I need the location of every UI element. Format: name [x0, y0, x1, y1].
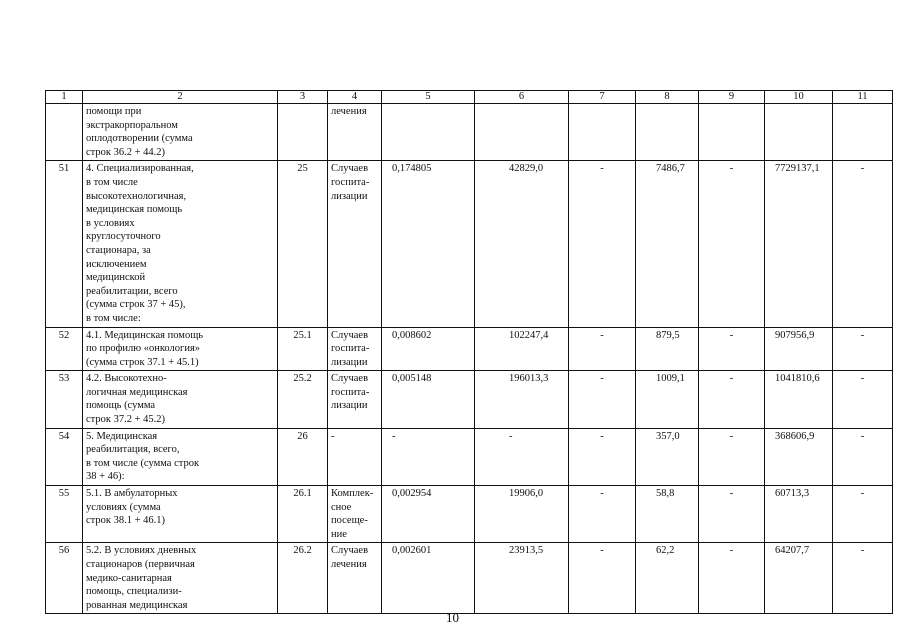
table-row [46, 486, 893, 543]
cell-text-line: - [860, 488, 865, 500]
line-code-cell [278, 486, 328, 543]
cell-text-line: - [509, 430, 513, 442]
unit-cell [328, 486, 382, 543]
page-number: 10 [446, 610, 459, 625]
cell-text-line: 53 [58, 373, 70, 385]
cell-text-line: - [860, 373, 865, 385]
cell-text-line: 62,2 [656, 545, 675, 557]
col7-value-cell [569, 486, 636, 543]
per-capita-norm-cell [636, 543, 699, 614]
cell-text-line: помощь, специализи- [86, 586, 182, 598]
row-number-cell [46, 543, 83, 614]
cell-text-line: 26 [297, 430, 308, 442]
per-capita-norm-cell [636, 161, 699, 327]
col11-value-cell [833, 161, 893, 327]
cell-text-line: - [600, 488, 604, 500]
cell-text-line: 42829,0 [509, 163, 544, 175]
column-number-7: 7 [569, 91, 636, 104]
cost-norm-cell [475, 428, 569, 485]
cell-text-line: 5. Медицинская [86, 430, 158, 442]
per-capita-norm-cell [636, 428, 699, 485]
volume-norm-cell [382, 371, 475, 428]
cell-text-line: 56 [58, 545, 70, 557]
cell-text-line: рованная медицинская [86, 599, 188, 611]
col9-value-cell [699, 428, 765, 485]
unit-cell [328, 371, 382, 428]
indicator-name-cell [83, 161, 278, 327]
cell-text-line: 0,002601 [392, 545, 432, 557]
volume-norm-cell [382, 327, 475, 371]
col11-value-cell [833, 428, 893, 485]
table-row [46, 104, 893, 161]
unit-cell [328, 161, 382, 327]
cell-text-line: строк 38.1 + 46.1) [86, 515, 166, 527]
table-row [46, 161, 893, 327]
column-number-11: 11 [833, 91, 893, 104]
total-cost-cell [765, 371, 833, 428]
cell-text-line: в условиях [86, 217, 135, 229]
row-number-cell [46, 371, 83, 428]
cell-text-line: - [600, 430, 604, 442]
cell-text-line: - [331, 430, 335, 442]
cell-text-line: 58,8 [656, 488, 675, 500]
per-capita-norm-cell [636, 371, 699, 428]
total-cost-cell [765, 428, 833, 485]
cell-text-line: сное [331, 501, 352, 513]
volume-norm-cell [382, 543, 475, 614]
total-cost-cell [765, 161, 833, 327]
cell-text-line: 7729137,1 [775, 163, 820, 175]
cell-text-line: Случаев [331, 329, 369, 341]
cell-text-line: - [600, 329, 604, 341]
cell-text-line: лизации [331, 190, 368, 202]
col9-value-cell [699, 486, 765, 543]
col9-value-cell [699, 104, 765, 161]
cell-text-line: - [600, 545, 604, 557]
cell-text-line: Случаев [331, 373, 369, 385]
cost-norm-cell [475, 104, 569, 161]
cell-text-line: (сумма строк 37.1 + 45.1) [86, 356, 199, 368]
cell-text-line: - [860, 545, 865, 557]
table-row [46, 428, 893, 485]
line-code-cell [278, 161, 328, 327]
cell-text-line: 54 [58, 430, 70, 442]
per-capita-norm-cell [636, 104, 699, 161]
cell-text-line: Случаев [331, 545, 369, 557]
cell-text-line: 64207,7 [775, 545, 810, 557]
cell-text-line: экстракорпоральном [86, 119, 178, 131]
column-number-8: 8 [636, 91, 699, 104]
cell-text-line: по профилю «онкология» [86, 343, 201, 355]
indicator-name-cell [83, 486, 278, 543]
cell-text-line: стационара, за [86, 244, 151, 256]
cell-text-line: - [729, 163, 734, 175]
col7-value-cell [569, 104, 636, 161]
col11-value-cell [833, 486, 893, 543]
cell-text-line: - [729, 545, 734, 557]
cell-text-line: лизации [331, 356, 368, 368]
cell-text-line: круглосуточного [86, 231, 161, 243]
cost-norm-cell [475, 371, 569, 428]
col7-value-cell [569, 327, 636, 371]
header-row [46, 91, 893, 104]
table-body [46, 91, 893, 614]
indicator-name-cell [83, 104, 278, 161]
cell-text-line: 7486,7 [656, 163, 685, 175]
per-capita-norm-cell [636, 486, 699, 543]
cell-text-line: 1009,1 [656, 373, 685, 385]
cell-text-line: стационаров (первичная [86, 559, 195, 570]
row-number-cell [46, 428, 83, 485]
column-number-3: 3 [278, 91, 328, 104]
cell-text-line: помощь (сумма [86, 400, 156, 412]
cell-text-line: высокотехнологичная, [86, 190, 187, 202]
data-table [45, 90, 893, 614]
cell-text-line: 52 [58, 329, 70, 341]
cell-text-line: строк 37.2 + 45.2) [86, 414, 166, 426]
cost-norm-cell [475, 327, 569, 371]
cell-text-line: Комплек- [331, 488, 374, 500]
indicator-name-cell [83, 327, 278, 371]
cost-norm-cell [475, 543, 569, 614]
unit-cell [328, 543, 382, 614]
cell-text-line: 1041810,6 [775, 373, 820, 385]
volume-norm-cell [382, 104, 475, 161]
cell-text-line: 907956,9 [775, 329, 815, 341]
total-cost-cell [765, 327, 833, 371]
column-number-9: 9 [699, 91, 765, 104]
col9-value-cell [699, 543, 765, 614]
cell-text-line: - [392, 430, 396, 442]
cell-text-line: медицинская помощь [86, 204, 183, 216]
col11-value-cell [833, 543, 893, 614]
col11-value-cell [833, 327, 893, 371]
cell-text-line: - [729, 430, 734, 442]
cell-text-line: - [860, 430, 865, 442]
column-number-10: 10 [765, 91, 833, 104]
col7-value-cell [569, 543, 636, 614]
cell-text-line: 4.1. Медицинская помощь [86, 329, 204, 341]
cell-text-line: лизации [331, 400, 368, 412]
unit-cell [328, 104, 382, 161]
row-number-cell [46, 104, 83, 161]
cell-text-line: 38 + 46): [86, 471, 125, 483]
line-code-cell [278, 104, 328, 161]
cell-text-line: в том числе [86, 176, 138, 188]
cell-text-line: 60713,3 [775, 488, 810, 500]
cell-text-line: 102247,4 [509, 329, 549, 341]
cost-norm-cell [475, 161, 569, 327]
cell-text-line: логичная медицинская [86, 386, 188, 398]
cell-text-line: 4.2. Высокотехно- [86, 373, 167, 385]
cell-text-line: - [600, 373, 604, 385]
volume-norm-cell [382, 428, 475, 485]
column-number-2: 2 [83, 91, 278, 104]
cell-text-line: 26.1 [293, 488, 312, 500]
cell-text-line: лечения [331, 106, 367, 117]
cell-text-line: 25.2 [293, 373, 312, 385]
cell-text-line: 23913,5 [509, 545, 544, 557]
cell-text-line: исключением [86, 258, 147, 270]
row-number-cell [46, 327, 83, 371]
column-number-4: 4 [328, 91, 382, 104]
col7-value-cell [569, 161, 636, 327]
unit-cell [328, 428, 382, 485]
indicator-name-cell [83, 543, 278, 614]
cell-text-line: - [860, 329, 865, 341]
column-number-6: 6 [475, 91, 569, 104]
cell-text-line: 4. Специализированная, [86, 163, 194, 175]
cell-text-line: 25 [297, 163, 308, 175]
cell-text-line: ние [331, 528, 347, 540]
col11-value-cell [833, 104, 893, 161]
cell-text-line: 879,5 [656, 329, 680, 341]
col9-value-cell [699, 327, 765, 371]
unit-cell [328, 327, 382, 371]
line-code-cell [278, 371, 328, 428]
cell-text-line: (сумма строк 37 + 45), [86, 299, 186, 311]
total-cost-cell [765, 486, 833, 543]
indicator-name-cell [83, 371, 278, 428]
cell-text-line: реабилитация, всего, [86, 444, 180, 456]
cell-text-line: 5.2. В условиях дневных [86, 545, 197, 557]
total-cost-cell [765, 543, 833, 614]
cell-text-line: Случаев [331, 163, 369, 175]
cell-text-line: 51 [58, 163, 70, 175]
per-capita-norm-cell [636, 327, 699, 371]
cost-norm-cell [475, 486, 569, 543]
col9-value-cell [699, 161, 765, 327]
cell-text-line: госпита- [331, 343, 370, 355]
cell-text-line: в том числе: [86, 312, 141, 324]
cell-text-line: оплодотворении (сумма [86, 133, 193, 145]
cell-text-line: в том числе (сумма строк [86, 457, 200, 469]
col11-value-cell [833, 371, 893, 428]
cell-text-line: медицинской [86, 272, 146, 284]
table-row [46, 371, 893, 428]
cell-text-line: 55 [58, 488, 70, 500]
cell-text-line: 0,174805 [392, 163, 432, 175]
cell-text-line: госпита- [331, 386, 370, 398]
volume-norm-cell [382, 161, 475, 327]
col7-value-cell [569, 371, 636, 428]
col9-value-cell [699, 371, 765, 428]
column-number-1: 1 [46, 91, 83, 104]
cell-text-line: 0,008602 [392, 329, 432, 341]
cell-text-line: - [600, 163, 604, 175]
cell-text-line: - [729, 329, 734, 341]
cell-text-line: 26.2 [293, 545, 312, 557]
table-row [46, 327, 893, 371]
indicator-name-cell [83, 428, 278, 485]
cell-text-line: 196013,3 [509, 373, 549, 385]
cell-text-line: реабилитации, всего [86, 285, 178, 297]
cell-text-line: лечения [331, 559, 367, 570]
row-number-cell [46, 161, 83, 327]
cell-text-line: 0,002954 [392, 488, 432, 500]
cell-text-line: 357,0 [656, 430, 680, 442]
line-code-cell [278, 327, 328, 371]
row-number-cell [46, 486, 83, 543]
line-code-cell [278, 428, 328, 485]
cell-text-line: - [860, 163, 865, 175]
cell-text-line: 368606,9 [775, 430, 815, 442]
cell-text-line: медико-санитарная [86, 572, 172, 584]
volume-norm-cell [382, 486, 475, 543]
col7-value-cell [569, 428, 636, 485]
cell-text-line: помощи при [86, 106, 142, 117]
cell-text-line: 19906,0 [509, 488, 544, 500]
cell-text-line: условиях (сумма [86, 501, 161, 513]
line-code-cell [278, 543, 328, 614]
cell-text-line: посеще- [331, 515, 368, 527]
total-cost-cell [765, 104, 833, 161]
cell-text-line: госпита- [331, 176, 370, 188]
table-row [46, 543, 893, 614]
cell-text-line: - [729, 373, 734, 385]
cell-text-line: - [729, 488, 734, 500]
cell-text-line: строк 36.2 + 44.2) [86, 146, 166, 158]
cell-text-line: 25.1 [293, 329, 312, 341]
column-number-5: 5 [382, 91, 475, 104]
cell-text-line: 5.1. В амбулаторных [86, 488, 178, 500]
cell-text-line: 0,005148 [392, 373, 432, 385]
